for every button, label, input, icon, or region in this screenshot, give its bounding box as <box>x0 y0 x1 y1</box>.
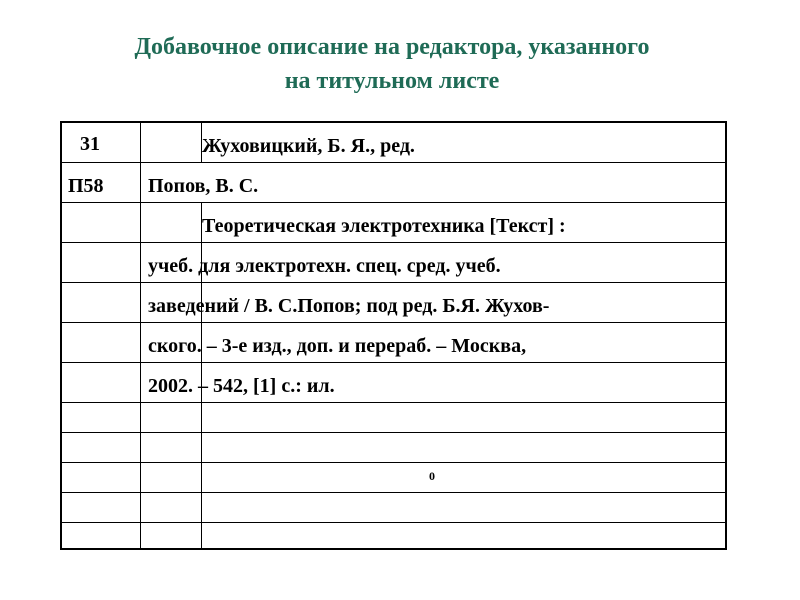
card-mark: 0 <box>429 469 435 483</box>
card-rule <box>62 432 725 433</box>
card-rule <box>62 322 725 323</box>
card-author: Попов, В. С. <box>148 175 259 197</box>
card-rule <box>62 202 725 203</box>
card-line: ского. – 3-е изд., доп. и перераб. – Москва, <box>148 335 527 357</box>
catalog-card <box>60 121 727 550</box>
title-line-2: на титульном листе <box>284 68 500 94</box>
card-rule <box>62 162 725 163</box>
card-rule <box>62 362 725 363</box>
page-title <box>0 30 784 98</box>
card-heading: Жуховицкий, Б. Я., ред. <box>202 135 415 157</box>
card-line: учеб. для электротехн. спец. сред. учеб. <box>148 255 501 277</box>
card-rule <box>62 492 725 493</box>
card-rule <box>62 282 725 283</box>
card-index: 31 <box>80 133 100 155</box>
card-rule <box>62 402 725 403</box>
card-line: заведений / В. С.Попов; под ред. Б.Я. Жухов- <box>148 295 550 317</box>
card-rule <box>62 242 725 243</box>
card-author-sign: П58 <box>68 175 104 197</box>
card-line: Теоретическая электротехника [Текст] : <box>202 215 566 237</box>
title-line-1: Добавочное описание на редактора, указанного <box>134 34 650 60</box>
card-rule <box>62 462 725 463</box>
card-column-rule <box>140 123 141 550</box>
card-line: 2002. – 542, [1] с.: ил. <box>148 375 335 397</box>
card-rule <box>62 522 725 523</box>
